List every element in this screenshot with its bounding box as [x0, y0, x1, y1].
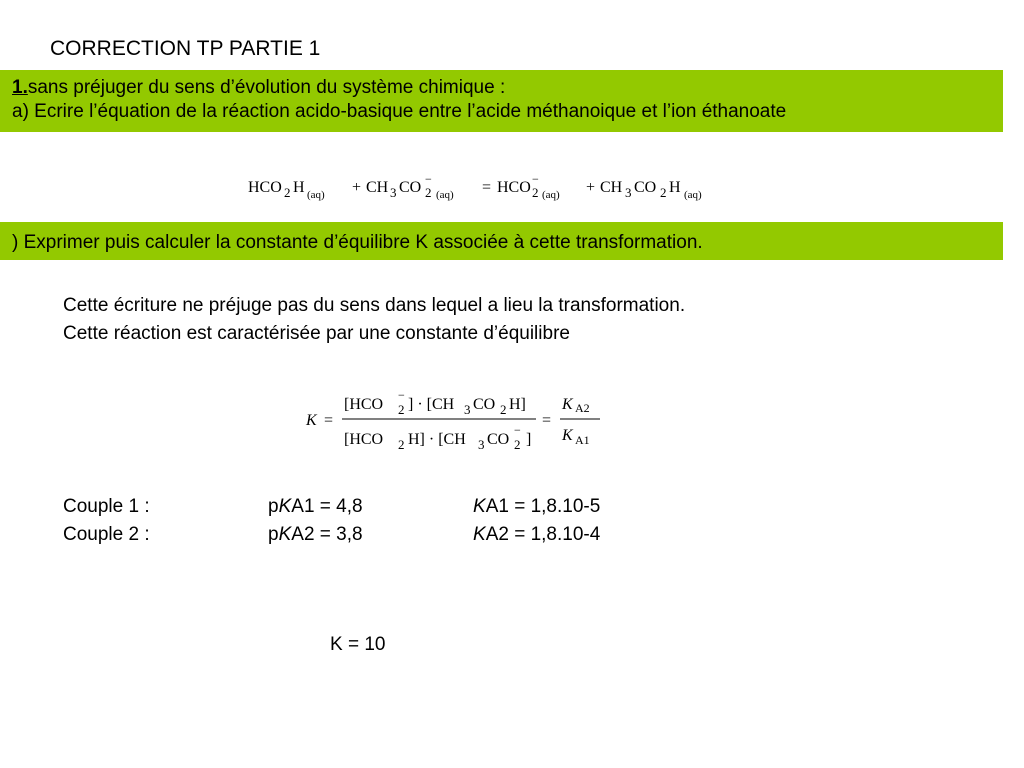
den-sub-2: 2: [398, 437, 405, 452]
ratio-equals: =: [542, 412, 552, 429]
eq-product-1-charge: −: [532, 172, 539, 186]
couple-2-ka: KA2 = 1,8.10-4: [473, 524, 601, 545]
num-part-c: CO: [473, 396, 496, 413]
eq-reactant-1-sub: 2: [284, 185, 291, 200]
den-part-d: ]: [526, 431, 532, 448]
num-part-b: ] · [CH: [408, 396, 455, 413]
reaction-equation: [240, 170, 740, 210]
den-charge: −: [514, 423, 521, 437]
couple-2-pka: pKA2 = 3,8: [268, 524, 363, 545]
eq-product-2-sub2: 2: [660, 185, 667, 200]
question-number: 1.: [12, 77, 28, 98]
explanation-line-1: Cette écriture ne préjuge pas du sens dans lequel a lieu la transformation.: [63, 295, 686, 316]
couple-1-ka: KA1 = 1,8.10-5: [473, 496, 601, 517]
eq-product-2-aq: (aq): [684, 189, 702, 201]
eq-reactant-1-a: HCO: [248, 179, 282, 196]
couple-1-pka: pKA1 = 4,8: [268, 496, 363, 517]
num-part-a: [HCO: [344, 396, 384, 413]
den-part-b: H] · [CH: [408, 431, 466, 448]
eq-product-2-h: H: [669, 179, 681, 196]
eq-product-1-sub: 2: [532, 185, 539, 200]
question-b-band: ​) Exprimer puis calculer la constante d’équilibre K associée à cette transformation.: [0, 222, 1003, 260]
eq-reactant-2-sub2: 2: [425, 185, 432, 200]
couple-2-label: Couple 2 :: [63, 524, 150, 545]
eq-product-2-co: CO: [634, 179, 657, 196]
num-part-d: H]: [509, 396, 526, 413]
k-equals: =: [324, 412, 334, 429]
k-result: K = 10: [330, 634, 386, 655]
num-charge: −: [398, 388, 405, 402]
eq-reactant-1-h: H: [293, 179, 305, 196]
num-sub-2: 2: [398, 402, 405, 417]
eq-reactant-2-aq: (aq): [436, 189, 454, 201]
eq-reactant-2-charge: −: [425, 172, 432, 186]
den-sub-2b: 2: [514, 437, 521, 452]
ka1-label: A1: [575, 433, 590, 447]
question-1a-line: a) Ecrire l’équation de la réaction acido-basique entre l’acide méthanoique et l’ion éthanoate: [12, 101, 787, 122]
eq-product-1-a: HCO: [497, 179, 531, 196]
couple-1-label: Couple 1 :: [63, 496, 150, 517]
ka2-label: A2: [575, 401, 590, 415]
eq-plus-1: +: [352, 179, 362, 196]
eq-reactant-1-aq: (aq): [307, 189, 325, 201]
eq-reactant-2-sub3: 3: [390, 185, 397, 200]
eq-product-1-aq: (aq): [542, 189, 560, 201]
eq-product-2-a: CH: [600, 179, 623, 196]
den-part-c: CO: [487, 431, 510, 448]
eq-reactant-2-co: CO: [399, 179, 422, 196]
ka1-k: K: [562, 427, 573, 444]
den-sub-3: 3: [478, 437, 485, 452]
k-symbol: K: [306, 412, 317, 429]
eq-product-2-sub3: 3: [625, 185, 632, 200]
num-sub-3: 3: [464, 402, 471, 417]
eq-reactant-2-a: CH: [366, 179, 389, 196]
den-part-a: [HCO: [344, 431, 384, 448]
equilibrium-constant-expression: [300, 388, 620, 458]
eq-plus-2: +: [586, 179, 596, 196]
eq-equals: =: [482, 179, 492, 196]
question-1-line-1: [12, 76, 1003, 100]
num-sub-2b: 2: [500, 402, 507, 417]
explanation-line-2: Cette réaction est caractérisée par une constante d’équilibre: [63, 323, 570, 344]
question-1-text: sans préjuger du sens d’évolution du système chimique :: [27, 77, 506, 98]
ka2-k: K: [562, 396, 573, 413]
question-1-band: [0, 70, 1003, 132]
page-title: CORRECTION TP PARTIE 1: [50, 37, 321, 60]
